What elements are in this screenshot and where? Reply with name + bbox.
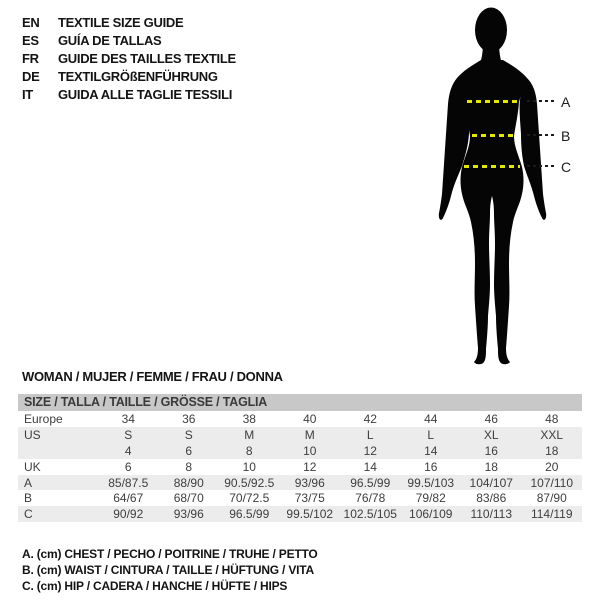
language-row (22, 85, 236, 103)
size-cell: 6 (124, 459, 132, 474)
table-row (18, 490, 582, 506)
size-cell: 8 (185, 459, 193, 474)
hip-measure-line (464, 165, 520, 168)
size-cell: 79/82 (415, 491, 446, 506)
language-code: FR (22, 50, 39, 66)
row-label: C (24, 507, 33, 522)
size-cell: 93/96 (294, 475, 325, 490)
hip-connector-line (527, 165, 557, 167)
size-cell: 4 (124, 443, 132, 458)
size-cell: L (366, 427, 374, 442)
language-title: TEXTILGRÖßENFÜHRUNG (58, 68, 218, 84)
size-cell: 87/90 (536, 491, 567, 506)
size-cell: 68/70 (173, 491, 204, 506)
legend-line: A. (cm) CHEST / PECHO / POITRINE / TRUHE / PETTO (22, 547, 318, 561)
size-cell: 107/110 (530, 475, 573, 490)
table-row (18, 506, 582, 522)
language-row (22, 67, 236, 85)
size-cell: 14 (424, 443, 438, 458)
row-label: US (24, 427, 41, 442)
size-cell: 64/67 (113, 491, 144, 506)
table-row (18, 443, 582, 459)
language-code: IT (22, 86, 33, 102)
language-code: EN (22, 14, 40, 30)
row-label: UK (24, 459, 41, 474)
waist-connector-line (527, 134, 557, 136)
size-cell: 12 (363, 443, 377, 458)
waist-measure-line (472, 134, 513, 137)
size-cell: XXL (540, 427, 564, 442)
size-table (18, 394, 582, 522)
size-cell: 48 (545, 411, 559, 426)
size-cell: 6 (185, 443, 193, 458)
size-cell: 16 (424, 459, 438, 474)
table-row (18, 411, 582, 427)
size-cell: 106/109 (409, 507, 453, 522)
chest-measure-line (467, 100, 518, 103)
row-label: A (24, 475, 33, 490)
size-cell: 16 (484, 443, 498, 458)
size-cell: 88/90 (173, 475, 204, 490)
language-title: GUIDA ALLE TAGLIE TESSILI (58, 86, 233, 102)
size-cell: 38 (242, 411, 256, 426)
size-cell: 8 (245, 443, 253, 458)
size-cell: 18 (545, 443, 559, 458)
size-cell: 93/96 (173, 507, 204, 522)
size-cell: 40 (303, 411, 317, 426)
marker-a-label: A (561, 94, 571, 110)
size-cell: 42 (363, 411, 377, 426)
size-cell: M (304, 427, 315, 442)
size-cell: 73/75 (294, 491, 325, 506)
legend-line: C. (cm) HIP / CADERA / HANCHE / HÜFTE / HIPS (22, 579, 288, 593)
size-cell: 90.5/92.5 (224, 475, 275, 490)
size-cell: M (244, 427, 255, 442)
size-cell: 96.5/99 (350, 475, 391, 490)
table-body (18, 411, 582, 522)
size-cell: 104/107 (469, 475, 513, 490)
size-cell: 46 (484, 411, 498, 426)
row-label: B (24, 491, 33, 506)
size-cell: 34 (121, 411, 135, 426)
section-title: WOMAN / MUJER / FEMME / FRAU / DONNA (22, 369, 283, 384)
woman-silhouette-figure (413, 4, 569, 366)
marker-c-label: C (561, 159, 572, 175)
size-cell: 10 (242, 459, 256, 474)
size-cell: XL (483, 427, 499, 442)
size-cell: 12 (303, 459, 317, 474)
language-title: GUIDE DES TAILLES TEXTILE (58, 50, 236, 66)
size-cell: 99.5/102 (286, 507, 334, 522)
language-code: ES (22, 32, 39, 48)
language-row (22, 13, 236, 31)
size-cell: 76/78 (355, 491, 386, 506)
size-cell: 36 (182, 411, 196, 426)
language-row (22, 31, 236, 49)
table-header: SIZE / TALLA / TAILLE / GRÖSSE / TAGLIA (18, 394, 582, 411)
table-row (18, 427, 582, 443)
table-row (18, 475, 582, 491)
size-cell: 83/86 (476, 491, 507, 506)
size-cell: 70/72.5 (229, 491, 270, 506)
chest-connector-line (527, 100, 557, 102)
size-cell: 18 (484, 459, 498, 474)
language-code: DE (22, 68, 40, 84)
language-title: TEXTILE SIZE GUIDE (58, 14, 184, 30)
size-cell: 85/87.5 (108, 475, 149, 490)
table-row (18, 459, 582, 475)
legend-line: B. (cm) WAIST / CINTURA / TAILLE / HÜFTUNG / VITA (22, 563, 314, 577)
size-cell: 102.5/105 (343, 507, 397, 522)
row-label: Europe (24, 411, 63, 426)
size-cell: L (427, 427, 435, 442)
language-title: GUÍA DE TALLAS (58, 32, 162, 48)
size-cell: 44 (424, 411, 438, 426)
size-cell: 90/92 (113, 507, 144, 522)
size-cell: S (124, 427, 133, 442)
size-cell: S (184, 427, 193, 442)
size-cell: 20 (545, 459, 559, 474)
measurement-legend (22, 546, 318, 594)
marker-b-label: B (561, 128, 571, 144)
size-cell: 96.5/99 (229, 507, 270, 522)
size-cell: 10 (303, 443, 317, 458)
size-cell: 14 (363, 459, 377, 474)
language-list (22, 13, 236, 103)
language-row (22, 49, 236, 67)
size-cell: 99.5/103 (407, 475, 455, 490)
size-cell: 114/119 (530, 507, 573, 522)
size-cell: 110/113 (470, 507, 513, 522)
